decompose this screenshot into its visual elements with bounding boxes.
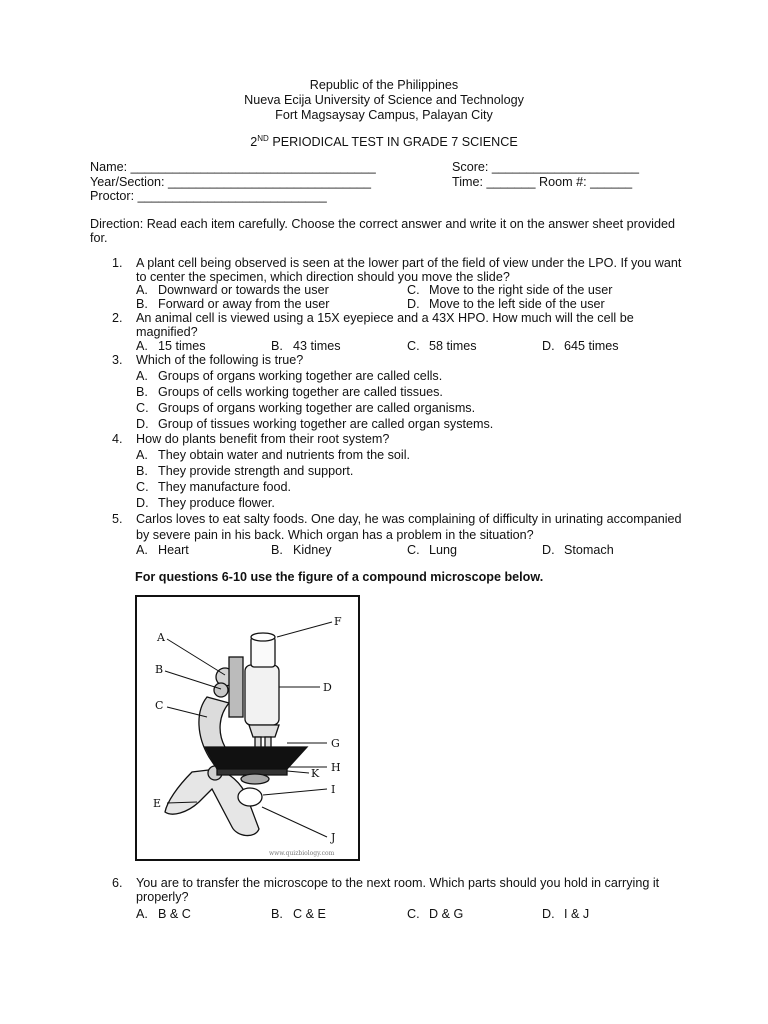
question-number: 6. bbox=[112, 876, 123, 890]
title-number: 2 bbox=[250, 135, 258, 149]
proctor-field[interactable]: Proctor: ___________________________ bbox=[90, 189, 327, 203]
option-letter: D. bbox=[136, 417, 149, 431]
label-a: A bbox=[157, 631, 165, 644]
q6-option-b[interactable] bbox=[271, 907, 326, 921]
title-text: PERIODICAL TEST IN GRADE 7 SCIENCE bbox=[268, 135, 518, 149]
label-f: F bbox=[334, 615, 342, 628]
option-text: Groups of organs working together are called cells. bbox=[158, 369, 443, 383]
q4-option-d[interactable] bbox=[136, 496, 275, 510]
option-letter: A. bbox=[136, 339, 148, 353]
option-letter: B. bbox=[271, 339, 283, 353]
option-letter: A. bbox=[136, 283, 148, 297]
option-letter: D. bbox=[542, 907, 555, 921]
q1-option-c[interactable] bbox=[407, 283, 612, 297]
microscope-illustration bbox=[137, 597, 358, 859]
question-stem: How do plants benefit from their root system? bbox=[136, 432, 390, 446]
option-text: Groups of organs working together are called organisms. bbox=[158, 401, 476, 415]
option-letter: B. bbox=[271, 543, 283, 557]
option-text: 645 times bbox=[564, 339, 619, 353]
header-line-1: Republic of the Philippines bbox=[309, 78, 459, 92]
q6-option-d[interactable] bbox=[542, 907, 589, 921]
label-e: E bbox=[153, 797, 162, 810]
q3-option-a[interactable] bbox=[136, 369, 442, 383]
option-letter: C. bbox=[407, 543, 420, 557]
label-g: G bbox=[331, 737, 340, 750]
option-letter: B. bbox=[136, 464, 148, 478]
name-field[interactable]: Name: ___________________________________ bbox=[90, 160, 376, 174]
option-text: They produce flower. bbox=[158, 496, 275, 510]
q4-option-a[interactable] bbox=[136, 448, 410, 462]
q2-option-c[interactable] bbox=[407, 339, 477, 353]
option-text: C & E bbox=[293, 907, 326, 921]
q2-option-b[interactable] bbox=[271, 339, 341, 353]
option-letter: A. bbox=[136, 369, 148, 383]
label-j: J bbox=[331, 831, 336, 844]
q5-option-d[interactable] bbox=[542, 543, 614, 557]
label-k: K bbox=[311, 767, 320, 780]
figure-instruction: For questions 6-10 use the figure of a compound microscope below. bbox=[135, 570, 544, 584]
option-text: I & J bbox=[564, 907, 590, 921]
label-b: B bbox=[155, 663, 164, 676]
q5-option-a[interactable] bbox=[136, 543, 189, 557]
header-line-3: Fort Magsaysay Campus, Palayan City bbox=[275, 108, 493, 122]
q6-option-c[interactable] bbox=[407, 907, 463, 921]
option-letter: C. bbox=[407, 907, 420, 921]
option-letter: D. bbox=[136, 496, 149, 510]
question-stem: An animal cell is viewed using a 15X eyepiece and a 43X HPO. How much will the cell be magnified? bbox=[136, 311, 634, 339]
q1-option-d[interactable] bbox=[407, 297, 605, 311]
option-text: Lung bbox=[429, 543, 458, 557]
option-text: Group of tissues working together are called organ systems. bbox=[158, 417, 494, 431]
option-letter: A. bbox=[136, 907, 148, 921]
question-stem: Which of the following is true? bbox=[136, 353, 304, 367]
q1-option-a[interactable] bbox=[136, 283, 329, 297]
microscope-figure bbox=[135, 595, 360, 861]
option-letter: C. bbox=[407, 283, 420, 297]
option-text: Downward or towards the user bbox=[158, 283, 329, 297]
test-title bbox=[0, 134, 768, 149]
option-text: Groups of cells working together are called tissues. bbox=[158, 385, 443, 399]
option-text: B & C bbox=[158, 907, 191, 921]
option-letter: C. bbox=[136, 401, 149, 415]
option-letter: D. bbox=[542, 339, 555, 353]
option-text: Heart bbox=[158, 543, 189, 557]
option-text: They manufacture food. bbox=[158, 480, 292, 494]
q4-option-b[interactable] bbox=[136, 464, 353, 478]
option-letter: B. bbox=[136, 385, 148, 399]
option-text: Stomach bbox=[564, 543, 614, 557]
question-number: 1. bbox=[112, 256, 123, 270]
question-stem: Carlos loves to eat salty foods. One day, he was complaining of difficulty in urinating accompanied by severe pain in his back. Which organ has a problem in the situation? bbox=[136, 512, 682, 542]
question-number: 5. bbox=[112, 512, 123, 526]
question-stem: A plant cell being observed is seen at the lower part of the field of view under the LPO. If you want to center the specimen, which direction should you move the slide? bbox=[136, 256, 682, 284]
q6-option-a[interactable] bbox=[136, 907, 191, 921]
q5-option-b[interactable] bbox=[271, 543, 332, 557]
option-text: 43 times bbox=[293, 339, 341, 353]
label-h: H bbox=[331, 761, 341, 774]
option-text: Kidney bbox=[293, 543, 332, 557]
q3-option-c[interactable] bbox=[136, 401, 475, 415]
option-letter: D. bbox=[542, 543, 555, 557]
header-line-2: Nueva Ecija University of Science and Technology bbox=[244, 93, 524, 107]
time-room-field[interactable]: Time: _______ Room #: ______ bbox=[452, 175, 633, 189]
school-header bbox=[0, 78, 768, 123]
option-letter: A. bbox=[136, 543, 148, 557]
label-d: D bbox=[323, 681, 332, 694]
option-letter: B. bbox=[136, 297, 148, 311]
q2-option-d[interactable] bbox=[542, 339, 619, 353]
q3-option-b[interactable] bbox=[136, 385, 443, 399]
q2-option-a[interactable] bbox=[136, 339, 206, 353]
q5-option-c[interactable] bbox=[407, 543, 457, 557]
option-letter: D. bbox=[407, 297, 420, 311]
option-text: Move to the right side of the user bbox=[429, 283, 613, 297]
option-text: Forward or away from the user bbox=[158, 297, 330, 311]
question-number: 2. bbox=[112, 311, 123, 325]
q1-option-b[interactable] bbox=[136, 297, 329, 311]
figure-watermark: www.quizbiology.com bbox=[269, 850, 335, 857]
option-text: They provide strength and support. bbox=[158, 464, 354, 478]
option-text: 15 times bbox=[158, 339, 206, 353]
option-text: 58 times bbox=[429, 339, 477, 353]
option-text: D & G bbox=[429, 907, 464, 921]
option-letter: A. bbox=[136, 448, 148, 462]
question-number: 4. bbox=[112, 432, 123, 446]
title-superscript: ND bbox=[257, 134, 269, 143]
option-text: Move to the left side of the user bbox=[429, 297, 605, 311]
question-stem: You are to transfer the microscope to the next room. Which parts should you hold in carrying it properly? bbox=[136, 876, 660, 904]
q4-option-c[interactable] bbox=[136, 480, 291, 494]
label-c: C bbox=[155, 699, 164, 712]
option-text: They obtain water and nutrients from the soil. bbox=[158, 448, 411, 462]
option-letter: C. bbox=[136, 480, 149, 494]
q3-option-d[interactable] bbox=[136, 417, 493, 431]
question-number: 3. bbox=[112, 353, 123, 367]
year-section-field[interactable]: Year/Section: _____________________________ bbox=[90, 175, 372, 189]
option-letter: C. bbox=[407, 339, 420, 353]
directions: Direction: Read each item carefully. Choose the correct answer and write it on the answer sheet provided for. bbox=[90, 217, 675, 245]
option-letter: B. bbox=[271, 907, 283, 921]
score-field[interactable]: Score: _____________________ bbox=[452, 160, 639, 174]
label-i: I bbox=[331, 783, 336, 796]
